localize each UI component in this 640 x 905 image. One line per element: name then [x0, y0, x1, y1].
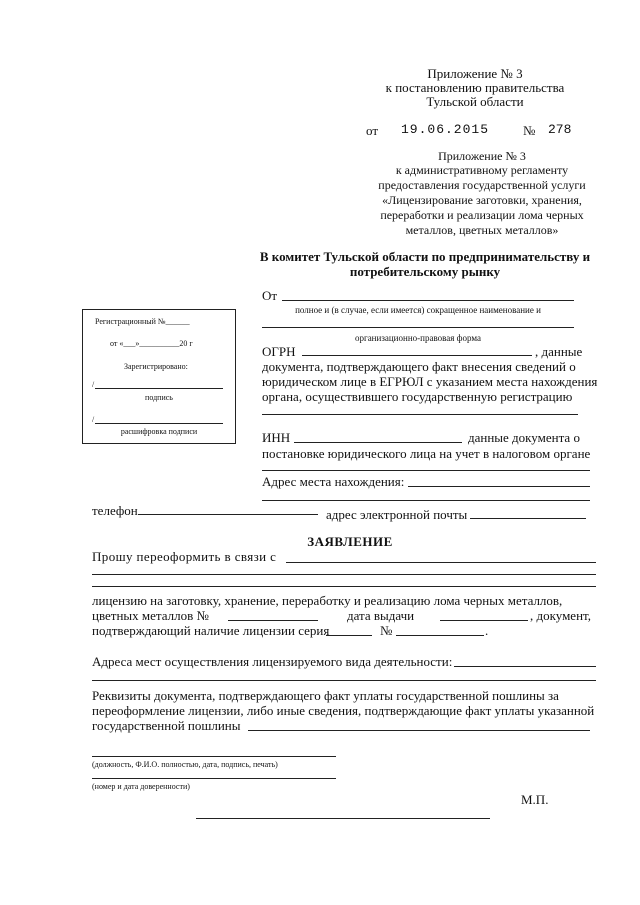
- appendix2-line6: металлов, цветных металлов»: [405, 223, 559, 237]
- stamp-label: М.П.: [521, 792, 549, 807]
- appendix2-line1: Приложение № 3: [438, 149, 526, 163]
- license-number-field[interactable]: [228, 620, 318, 621]
- address-field-1[interactable]: [408, 486, 590, 487]
- phone-label: телефон: [92, 503, 138, 518]
- ogrn-label: ОГРН: [262, 344, 296, 359]
- fee-field[interactable]: [248, 730, 590, 731]
- address-label: Адрес места нахождения:: [262, 474, 405, 489]
- signature-hint: (должность, Ф.И.О. полностью, дата, подпись, печать): [92, 760, 278, 769]
- ogrn-text-1: документа, подтверждающего факт внесения сведений о: [262, 359, 576, 374]
- ogrn-suffix: , данные: [535, 344, 583, 359]
- statement-title: ЗАЯВЛЕНИЕ: [307, 534, 393, 549]
- request-period: .: [485, 623, 489, 638]
- inn-suffix: данные документа о: [468, 430, 580, 445]
- ogrn-text-2: юридическом лице в ЕГРЮЛ с указанием места нахождения: [262, 374, 598, 389]
- request-reason-field-3[interactable]: [92, 586, 596, 587]
- reg-signature-field[interactable]: [95, 388, 223, 389]
- reg-decoding-hint: расшифровка подписи: [120, 427, 198, 436]
- reg-registered: Зарегистрировано:: [124, 362, 188, 371]
- appendix1-date: 19.06.2015: [401, 122, 490, 137]
- appendix2-line5: переработки и реализации лома черных: [380, 208, 584, 222]
- activity-address-field-2[interactable]: [92, 680, 596, 681]
- inn-label: ИНН: [262, 430, 291, 445]
- fee-text-2: переоформление лицензии, либо иные сведения, подтверждающие факт уплаты указанной: [92, 703, 595, 718]
- appendix2-line3: предоставления государственной услуги: [378, 178, 586, 192]
- phone-field[interactable]: [138, 514, 318, 515]
- request-license-text: лицензию на заготовку, хранение, переработку и реализацию лома черных металлов,: [92, 593, 563, 608]
- from-label: От: [262, 288, 278, 303]
- fee-text-1: Реквизиты документа, подтверждающего факт уплаты государственной пошлины за: [92, 688, 559, 703]
- ogrn-field[interactable]: [302, 355, 532, 356]
- issue-date-field[interactable]: [440, 620, 528, 621]
- appendix1-number: 278: [548, 122, 572, 137]
- addressee-line1: В комитет Тульской области по предпринимательству и: [259, 249, 591, 264]
- proxy-hint: (номер и дата доверенности): [92, 782, 190, 791]
- from-hint-2: организационно-правовая форма: [355, 333, 481, 343]
- ogrn-registration-field[interactable]: [262, 414, 578, 415]
- appendix1-line1: Приложение № 3: [427, 66, 523, 81]
- reg-slash-2: /: [92, 415, 95, 424]
- request-reason-field-1[interactable]: [286, 562, 596, 563]
- final-signature-field[interactable]: [196, 818, 490, 819]
- request-document: , документ,: [530, 608, 591, 623]
- address-field-2[interactable]: [262, 500, 590, 501]
- request-series: подтверждающий наличие лицензии серия: [92, 623, 330, 638]
- request-num-sign: №: [380, 623, 393, 638]
- appendix1-num-prefix: №: [523, 123, 536, 138]
- reg-number: Регистрационный №______: [95, 317, 190, 326]
- reg-slash-1: /: [92, 380, 95, 389]
- inn-document-field[interactable]: [262, 470, 590, 471]
- from-form-field[interactable]: [262, 327, 574, 328]
- activity-address-label: Адреса мест осуществления лицензируемого вида деятельности:: [92, 654, 453, 669]
- series-field[interactable]: [326, 635, 372, 636]
- reg-signature-hint: подпись: [145, 393, 173, 402]
- request-lead: Прошу переоформить в связи с: [92, 549, 277, 564]
- signature-field[interactable]: [92, 756, 336, 757]
- from-hint-1: полное и (в случае, если имеется) сокращенное наименование и: [295, 305, 541, 315]
- appendix1-line2: к постановлению правительства: [385, 80, 565, 95]
- activity-address-field-1[interactable]: [454, 666, 596, 667]
- request-reason-field-2[interactable]: [92, 574, 596, 575]
- inn-text: постановке юридического лица на учет в налоговом органе: [262, 446, 591, 461]
- proxy-field[interactable]: [92, 778, 336, 779]
- appendix2-line4: «Лицензирование заготовки, хранения,: [382, 193, 582, 207]
- appendix1-line3: Тульской области: [426, 94, 524, 109]
- from-name-field[interactable]: [282, 300, 574, 301]
- appendix2-line2: к административному регламенту: [395, 163, 569, 177]
- series-number-field[interactable]: [396, 635, 484, 636]
- request-issue-date: дата выдачи: [347, 608, 415, 623]
- reg-date: от «___»__________20 г: [110, 339, 193, 348]
- ogrn-text-3: органа, осуществившего государственную регистрацию: [262, 389, 573, 404]
- email-label: адрес электронной почты: [326, 507, 468, 522]
- reg-decoding-field[interactable]: [95, 423, 223, 424]
- request-metals-number: цветных металлов №: [92, 608, 209, 623]
- addressee-line2: потребительскому рынку: [349, 264, 501, 279]
- appendix1-date-prefix: от: [366, 123, 379, 138]
- email-field[interactable]: [470, 518, 586, 519]
- inn-field[interactable]: [294, 442, 462, 443]
- fee-text-3: государственной пошлины: [92, 718, 241, 733]
